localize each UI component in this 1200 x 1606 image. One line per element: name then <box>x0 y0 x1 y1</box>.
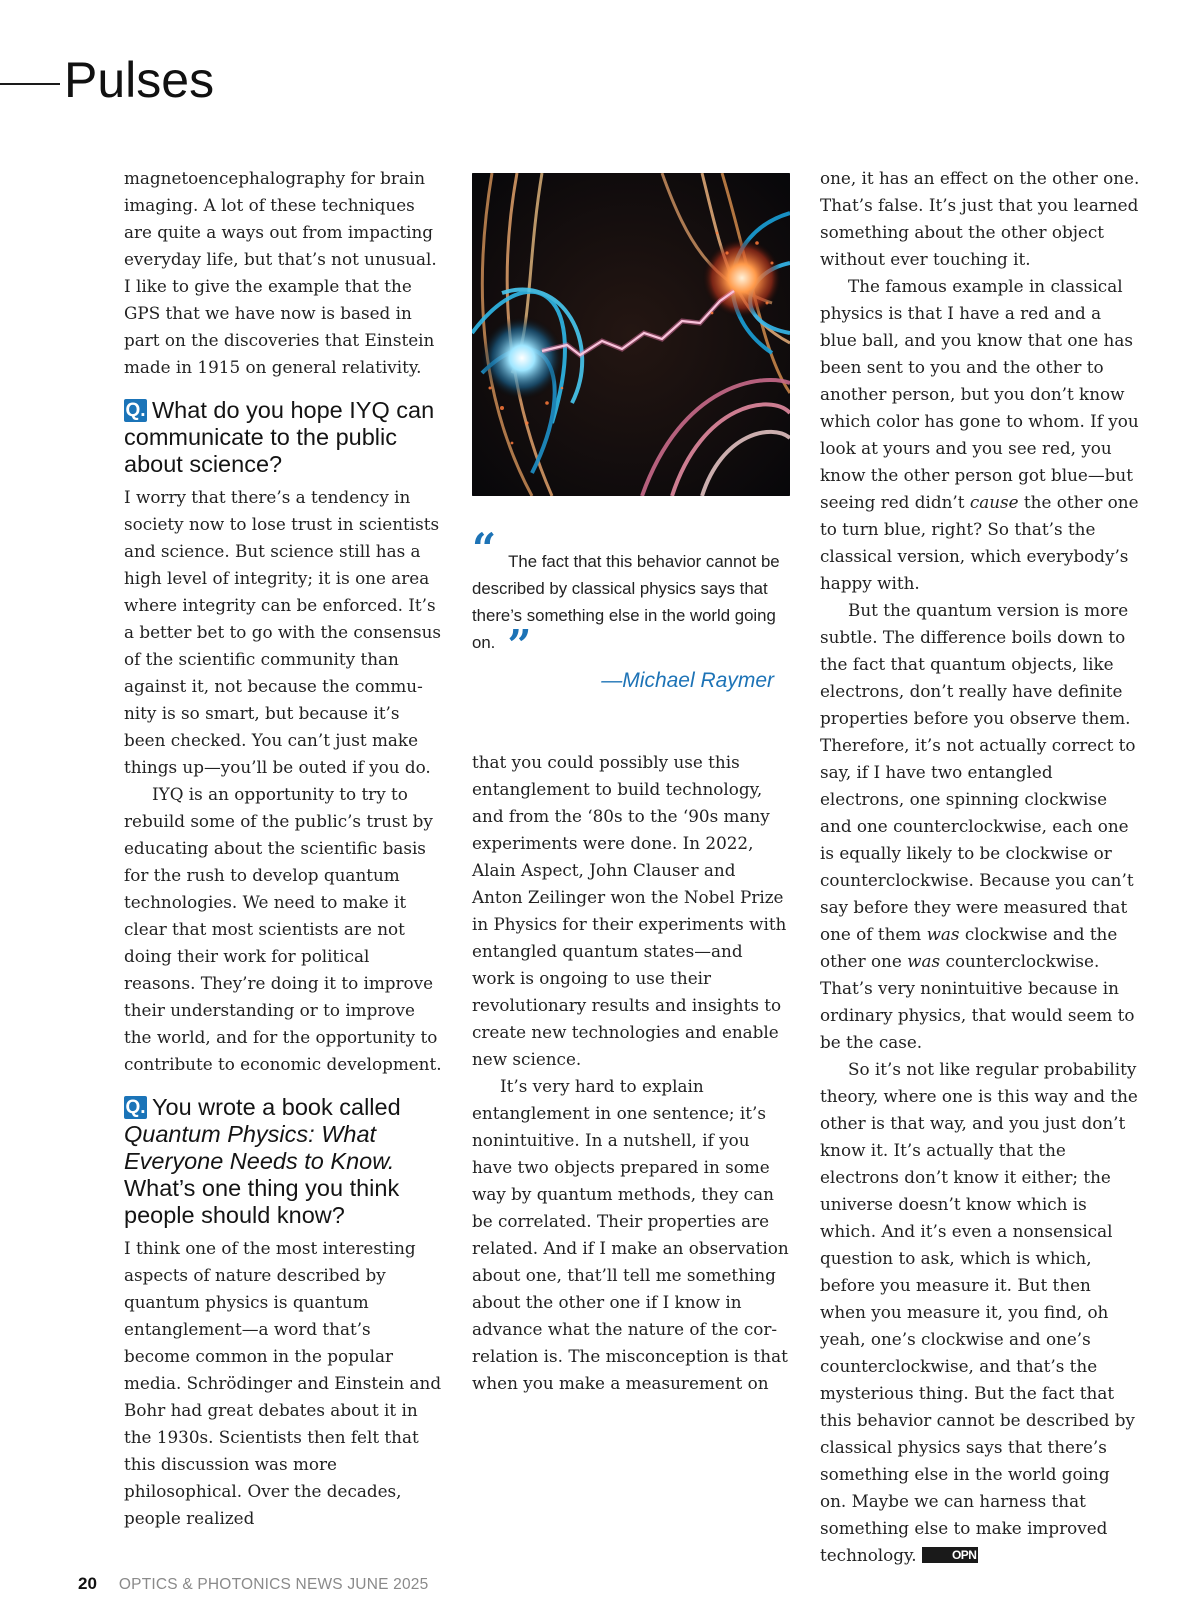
page-footer <box>78 1574 428 1594</box>
question-heading-book <box>124 1094 442 1229</box>
text-run: clockwise and the other one <box>820 924 1118 971</box>
emphasis: was <box>907 951 941 971</box>
emphasis: cause <box>969 492 1019 512</box>
column-2-text <box>472 749 790 1397</box>
text-run: The famous example in classical physics is that I have a red and a blue ball, and you know that one has been sent to you and the other to another person, but you don’t know which color has gone to whom. If you look at yours and you see red, you know the other person got blue—but seeing red didn’t <box>820 276 1139 512</box>
body-paragraph: IYQ is an opportunity to try to rebuild some of the public’s trust by educating about the scientific basis for the rush to develop quantum technologies. We need to make it clear that most scientists are not doing their work for political reasons. They’re doing it to improve their understanding or to improve the world, and for the opportunity to contribute to economic development. <box>124 784 442 1074</box>
body-paragraph <box>820 1056 1140 1569</box>
section-rule <box>0 83 60 85</box>
body-paragraph <box>820 597 1140 1056</box>
body-paragraph: one, it has an effect on the other one. That’s false. It’s just that you learned something about the other object without ever touching it. <box>820 168 1140 269</box>
question-lead: You wrote a book called <box>152 1094 401 1120</box>
body-paragraph: that you could possibly use this entanglement to build technology, and from the ‘80s to the ‘90s many experiments were done. In 2022, Alain Aspect, John Clauser and Anton Zeilinger won the Nobel Prize in Physics for their experiments with entangled quantum states—and work is ongoing to use their revolutionary results and insights to create new technologies and enable new science. <box>472 752 787 1069</box>
body-paragraph <box>820 273 1140 597</box>
text-run: the other one to turn blue, right? So that’s the classical version, which everybody’s happy with. <box>820 492 1139 593</box>
publication-name: OPTICS & PHOTONICS NEWS JUNE 2025 <box>118 1576 429 1593</box>
question-badge-icon: Q. <box>125 1097 146 1118</box>
text-run: counterclockwise. That’s very nonintuitive because in ordinary physics, that would seem to be the case. <box>820 951 1135 1052</box>
column-3 <box>820 165 1140 1569</box>
pull-quote <box>472 524 790 693</box>
open-quote-icon: “ <box>472 524 497 573</box>
entangled-particles-image <box>472 173 790 496</box>
body-paragraph: I think one of the most interesting aspects of nature described by quantum physics is quantum entanglement—a word that’s become common in the popular media. Schrödinger and Einstein and Bohr had great debates about it in the 1930s. Scientists then felt that this discussion was more philosophical. Over the decades, people realized <box>124 1238 442 1528</box>
book-title: Quantum Physics: What Everyone Needs to Know. <box>124 1121 395 1174</box>
body-paragraph: I worry that there’s a tendency in society now to lose trust in scientists and science. But science still has a high level of integrity; it is one area where integrity can be enforced. It’s a better bet to go with the consensus of the scientific community than against it, not because the community is so smart, but because it’s been checked. You can’t just make things up—you’ll be outed if you do. <box>124 487 442 777</box>
text-run: So it’s not like regular probability theory, where one is this way and the other is that way, and you just don’t know it. It’s actually that the electrons don’t know it either; the universe doesn’t know which is which. And it’s even a nonsensical question to ask, which is which, before you measure it. But then when you measure it, you find, oh yeah, one’s clockwise and one’s counterclockwise, and that’s the mysterious thing. But the fact that this behavior cannot be described by classical physics says that there’s something else in the world going on. Maybe we can harness that something else to make improved technology. <box>820 1059 1138 1565</box>
body-paragraph: It’s very hard to explain entanglement in one sentence; it’s nonintuitive. In a nutshell, if you have two objects prepared in some way by quantum methods, they can be correlated. Their properties are related. And if I make an observation about one, that’ll tell me something about the other one if I know in advance what the nature of the correlation is. The misconception is that when you make a measurement on <box>472 1076 789 1393</box>
section-title: Pulses <box>64 52 215 108</box>
pull-quote-text: The fact that this behavior cannot be described by classical physics says that there’s something else in the world going on. <box>472 552 780 652</box>
question-text: What do you hope IYQ can communicate to the public about science? <box>124 397 435 477</box>
emphasis: was <box>926 924 960 944</box>
text-run: But the quantum version is more subtle. The difference boils down to the fact that quantum objects, like electrons, don’t really have definite properties before you observe them. Therefore, it’s not actually correct to say, if I have two entangled electrons, one spinning clockwise and one counterclockwise, each one is equally likely to be clockwise or counterclockwise. Because you can’t say before they were measured that one of them <box>820 600 1136 944</box>
question-tail: What’s one thing you think people should know? <box>124 1175 400 1228</box>
opn-end-mark-icon: OPN <box>922 1547 979 1563</box>
close-quote-icon: ” <box>507 621 532 670</box>
page-number: 20 <box>78 1574 97 1593</box>
pull-quote-attribution: —Michael Raymer <box>601 669 774 692</box>
column-1 <box>124 165 442 1532</box>
column-2 <box>472 165 790 1397</box>
question-badge-icon: Q. <box>125 400 146 421</box>
question-heading-iyq <box>124 397 442 478</box>
body-paragraph: magnetoencephalography for brain imaging. A lot of these techniques are quite a ways out from impacting everyday life, but that’s not unusual. I like to give the example that the GPS that we have now is based in part on the discoveries that Einstein made in 1915 on general relativity. <box>124 168 437 377</box>
